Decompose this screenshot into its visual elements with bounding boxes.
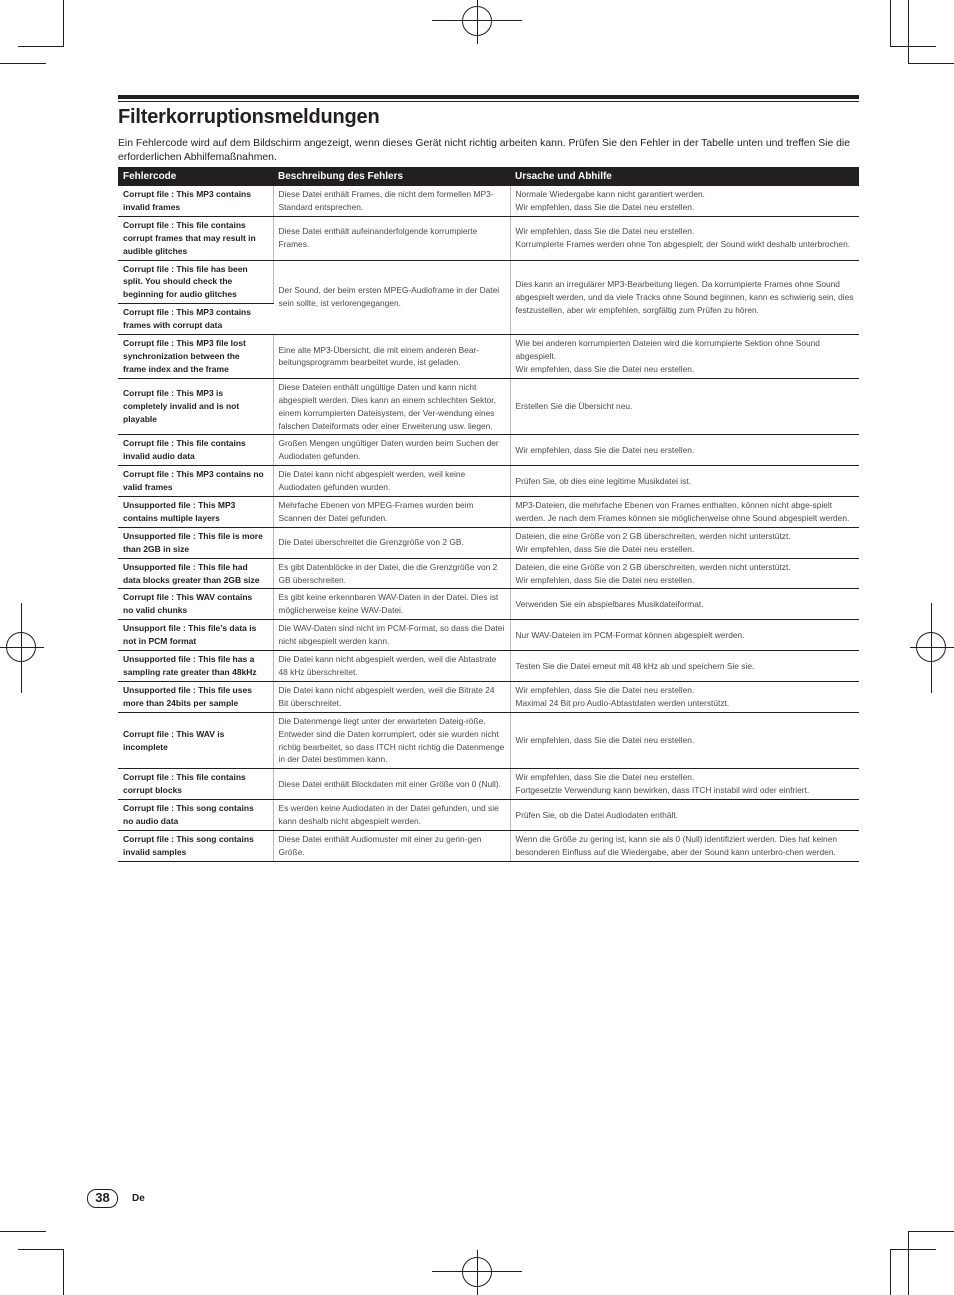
table-row xyxy=(118,681,859,712)
error-cause-cell: Dies kann an irregulärer MP3-Bearbeitung liegen. Da korrumpierte Frames ohne Sound abgespielt werden, und da viele Tracks ohne Sound beginnen, kann es schwierig sein, dies festzustellen, aber wir empfehlen, sorgfältig zum Prüfen zu hören. xyxy=(510,260,859,335)
error-code-cell: Corrupt file : This file contains corrupt blocks xyxy=(118,769,273,800)
language-code: De xyxy=(132,1193,145,1204)
crop-mark xyxy=(0,1231,46,1232)
crop-mark xyxy=(890,46,936,47)
table-body xyxy=(118,186,859,861)
error-cause-cell: Testen Sie die Datei erneut mit 48 kHz ab und speichern Sie sie. xyxy=(510,651,859,682)
registration-mark xyxy=(462,1257,492,1287)
table-row xyxy=(118,527,859,558)
table-row xyxy=(118,435,859,466)
registration-mark xyxy=(462,6,492,36)
table-row xyxy=(118,186,859,216)
error-cause-cell: Normale Wiedergabe kann nicht garantiert werden. Wir empfehlen, dass Sie die Datei neu erstellen. xyxy=(510,186,859,216)
error-code-cell: Corrupt file : This MP3 contains frames with corrupt data xyxy=(118,304,273,335)
crop-mark xyxy=(908,1231,954,1232)
error-cause-cell: Prüfen Sie, ob die Datei Audiodaten enthält. xyxy=(510,800,859,831)
table-header-row xyxy=(118,167,859,186)
error-code-cell: Corrupt file : This song contains no audio data xyxy=(118,800,273,831)
crop-mark xyxy=(18,46,64,47)
table-row xyxy=(118,769,859,800)
error-code-cell: Unsupported file : This file uses more than 24bits per sample xyxy=(118,681,273,712)
error-cause-cell: Wie bei anderen korrumpierten Dateien wird die korrumpierte Sektion ohne Sound abgespielt. Wir empfehlen, dass Sie die Datei neu erstellen. xyxy=(510,335,859,379)
error-description-cell: Die Datei überschreitet die Grenzgröße von 2 GB. xyxy=(273,527,510,558)
error-code-cell: Unsupported file : This file is more than 2GB in size xyxy=(118,527,273,558)
table-row xyxy=(118,830,859,861)
error-cause-cell: MP3-Dateien, die mehrfache Ebenen von Frames enthalten, können nicht abge-spielt werden. Je nach dem Frames können sie möglicherweise ohne Sound abgespielt werden. xyxy=(510,497,859,528)
error-description-cell: Es gibt keine erkennbaren WAV-Daten in der Datei. Dies ist möglicherweise keine WAV-Datei. xyxy=(273,589,510,620)
crop-mark xyxy=(18,1249,64,1250)
table-row xyxy=(118,216,859,260)
error-cause-cell: Wir empfehlen, dass Sie die Datei neu erstellen. xyxy=(510,712,859,769)
error-cause-cell: Nur WAV-Dateien im PCM-Format können abgespielt werden. xyxy=(510,620,859,651)
error-description-cell: Diese Datei enthält Audiomuster mit einer zu gerin-gen Größe. xyxy=(273,830,510,861)
error-description-cell: Der Sound, der beim ersten MPEG-Audioframe in der Datei sein sollte, ist verlorengegangen. xyxy=(273,260,510,335)
table-row xyxy=(118,497,859,528)
registration-mark xyxy=(6,632,36,662)
crop-mark xyxy=(890,1249,936,1250)
error-cause-cell: Dateien, die eine Größe von 2 GB überschreiten, werden nicht unterstützt. Wir empfehlen, dass Sie die Datei neu erstellen. xyxy=(510,558,859,589)
error-description-cell: Die WAV-Daten sind nicht im PCM-Format, so dass die Datei nicht abgespielt werden kann. xyxy=(273,620,510,651)
error-table xyxy=(118,167,859,862)
error-description-cell: Die Datenmenge liegt unter der erwarteten Dateig-röße. Entweder sind die Daten korrumpiert, oder sie wurden nicht richtig bearbeitet, so dass ITCH nicht richtig die Datenmenge in der Datei bestimmen kann. xyxy=(273,712,510,769)
error-description-cell: Es gibt Datenblöcke in der Datei, die die Grenzgröße von 2 GB überschreiten. xyxy=(273,558,510,589)
error-description-cell: Die Datei kann nicht abgespielt werden, weil die Bitrate 24 Bit überschreitet. xyxy=(273,681,510,712)
table-row xyxy=(118,651,859,682)
intro-paragraph: Ein Fehlercode wird auf dem Bildschirm angezeigt, wenn dieses Gerät nicht richtig arbeiten kann. Prüfen Sie den Fehler in der Tabelle unten und treffen Sie die erforderlichen Abhilfemaßnahmen. xyxy=(118,138,851,163)
column-header-cause: Ursache und Abhilfe xyxy=(510,167,859,186)
error-description-cell: Die Datei kann nicht abgespielt werden, weil keine Audiodaten gefunden wurden. xyxy=(273,466,510,497)
error-code-cell: Corrupt file : This file contains corrupt frames that may result in audible glitches xyxy=(118,216,273,260)
column-header-code: Fehlercode xyxy=(118,167,273,186)
crop-mark xyxy=(908,0,909,64)
crop-mark xyxy=(0,63,46,64)
crop-mark xyxy=(63,0,64,46)
table-row xyxy=(118,260,859,304)
error-description-cell: Eine alte MP3-Übersicht, die mit einem anderen Bear-beitungsprogramm bearbeitet wurde, ist geladen. xyxy=(273,335,510,379)
error-description-cell: Mehrfache Ebenen von MPEG-Frames wurden beim Scannen der Datei gefunden. xyxy=(273,497,510,528)
crop-mark xyxy=(908,1231,909,1295)
error-description-cell: Diese Dateien enthält ungültige Daten und kann nicht abgespielt werden. Dies kann an einem schlechten Sektor, einem korrumpierten Dateisystem, der Ver-wendung eines falschen Dateiformats oder einer Erweiterung usw. liegen. xyxy=(273,378,510,435)
table-row xyxy=(118,712,859,769)
error-description-cell: Diese Datei enthält Frames, die nicht dem formellen MP3-Standard entsprechen. xyxy=(273,186,510,216)
error-cause-cell: Dateien, die eine Größe von 2 GB überschreiten, werden nicht unterstützt. Wir empfehlen, dass Sie die Datei neu erstellen. xyxy=(510,527,859,558)
error-cause-cell: Wir empfehlen, dass Sie die Datei neu erstellen. Korrumpierte Frames werden ohne Ton abgespielt; der Sound wirkt deshalb unterbrochen. xyxy=(510,216,859,260)
crop-mark xyxy=(908,63,954,64)
crop-mark xyxy=(890,1249,891,1295)
table-row xyxy=(118,378,859,435)
error-code-cell: Corrupt file : This file contains invalid audio data xyxy=(118,435,273,466)
error-cause-cell: Verwenden Sie ein abspielbares Musikdateiformat. xyxy=(510,589,859,620)
crop-mark xyxy=(63,1249,64,1295)
registration-mark xyxy=(916,632,946,662)
error-code-cell: Corrupt file : This MP3 file lost synchronization between the frame index and the frame xyxy=(118,335,273,379)
column-header-description: Beschreibung des Fehlers xyxy=(273,167,510,186)
table-row xyxy=(118,620,859,651)
error-cause-cell: Erstellen Sie die Übersicht neu. xyxy=(510,378,859,435)
error-cause-cell: Wir empfehlen, dass Sie die Datei neu erstellen. xyxy=(510,435,859,466)
error-code-cell: Corrupt file : This file has been split. You should check the beginning for audio glitches xyxy=(118,260,273,304)
page-number: 38 xyxy=(87,1189,118,1208)
error-description-cell: Die Datei kann nicht abgespielt werden, weil die Abtastrate 48 kHz überschreitet. xyxy=(273,651,510,682)
crop-mark xyxy=(890,0,891,46)
error-cause-cell: Wenn die Größe zu gering ist, kann sie als 0 (Null) identifiziert werden. Dies hat keinen besonderen Einfluss auf die Wiedergabe, aber der Sound kann unterbro-chen werden. xyxy=(510,830,859,861)
error-code-cell: Unsupport file : This file’s data is not in PCM format xyxy=(118,620,273,651)
error-cause-cell: Wir empfehlen, dass Sie die Datei neu erstellen. Fortgesetzte Verwendung kann bewirken, dass ITCH instabil wird oder einfriert. xyxy=(510,769,859,800)
error-description-cell: Großen Mengen ungültiger Daten wurden beim Suchen der Audiodaten gefunden. xyxy=(273,435,510,466)
table-row xyxy=(118,800,859,831)
error-code-cell: Corrupt file : This MP3 is completely invalid and is not playable xyxy=(118,378,273,435)
error-code-cell: Unsupported file : This MP3 contains multiple layers xyxy=(118,497,273,528)
heading-rule xyxy=(118,95,859,102)
error-code-cell: Unsupported file : This file has a sampling rate greater than 48kHz xyxy=(118,651,273,682)
error-code-cell: Corrupt file : This MP3 contains no valid frames xyxy=(118,466,273,497)
error-cause-cell: Prüfen Sie, ob dies eine legitime Musikdatei ist. xyxy=(510,466,859,497)
error-code-cell: Unsupported file : This file had data blocks greater than 2GB size xyxy=(118,558,273,589)
table-row xyxy=(118,589,859,620)
page-title: Filterkorruptionsmeldungen xyxy=(118,106,380,128)
error-code-cell: Corrupt file : This MP3 contains invalid frames xyxy=(118,186,273,216)
error-cause-cell: Wir empfehlen, dass Sie die Datei neu erstellen. Maximal 24 Bit pro Audio-Abtastdaten werden unterstützt. xyxy=(510,681,859,712)
error-code-cell: Corrupt file : This WAV contains no valid chunks xyxy=(118,589,273,620)
error-description-cell: Diese Datei enthält aufeinanderfolgende korrumpierte Frames. xyxy=(273,216,510,260)
table-row xyxy=(118,466,859,497)
error-code-cell: Corrupt file : This song contains invalid samples xyxy=(118,830,273,861)
error-code-cell: Corrupt file : This WAV is incomplete xyxy=(118,712,273,769)
error-description-cell: Diese Datei enthält Blockdaten mit einer Größe von 0 (Null). xyxy=(273,769,510,800)
table-row xyxy=(118,335,859,379)
table-row xyxy=(118,558,859,589)
error-description-cell: Es werden keine Audiodaten in der Datei gefunden, und sie kann deshalb nicht abgespielt werden. xyxy=(273,800,510,831)
